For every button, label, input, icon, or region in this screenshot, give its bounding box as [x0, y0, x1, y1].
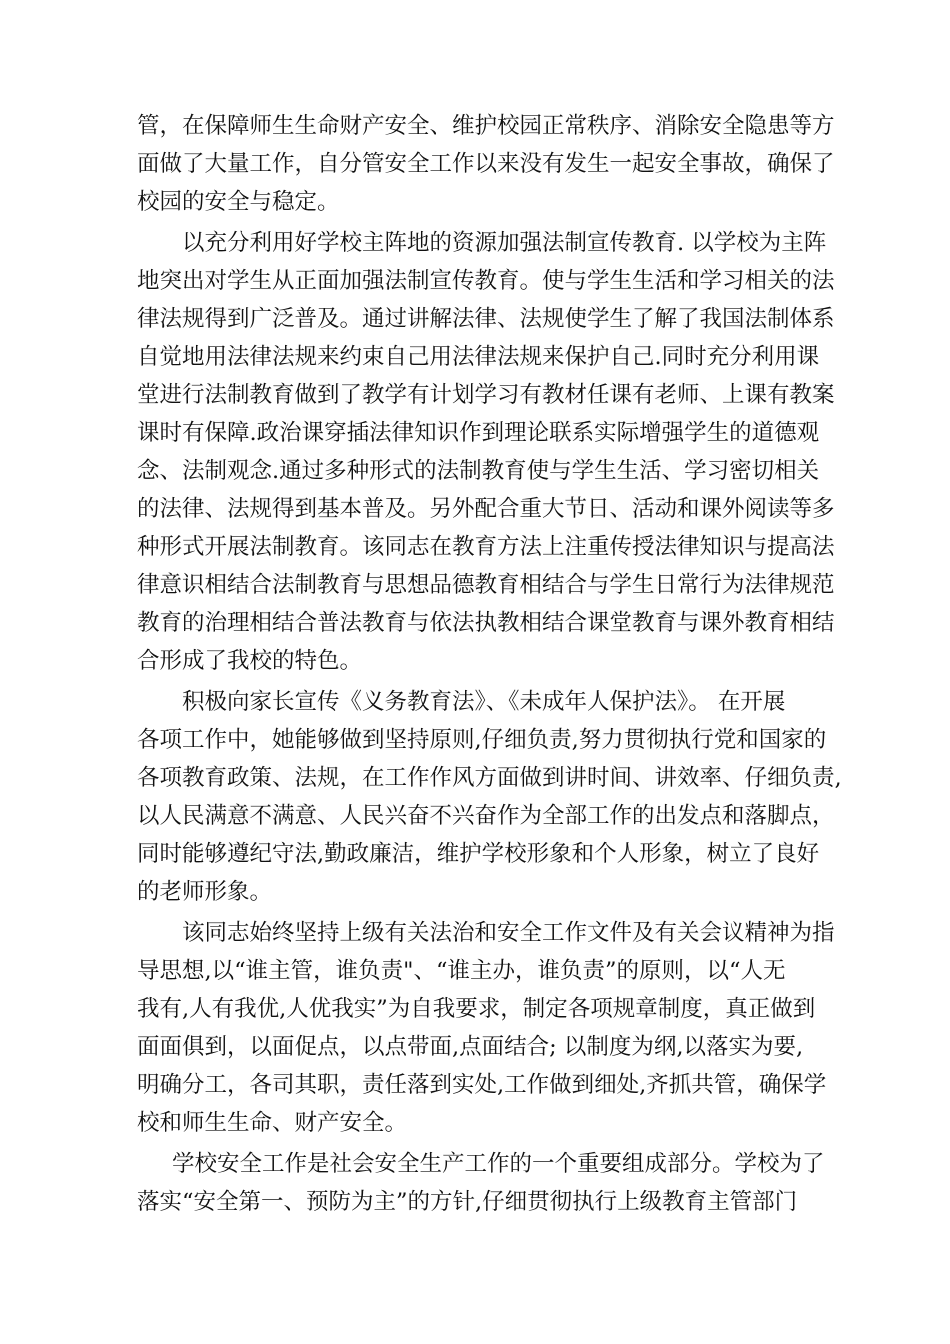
text-line-8: 堂进行法制教育做到了教学有计划学习有教材任课有老师、上课有教案: [137, 382, 835, 408]
text-line-21: 的老师形象。: [137, 879, 273, 905]
text-line-18: 各项教育政策、法规，在工作作风方面做到讲时间、讲效率、仔细负责,: [137, 765, 842, 791]
text-line-26: 明确分工，各司其职，责任落到实处,工作做到细处,齐抓共管，确保学: [137, 1072, 827, 1098]
text-line-11: 的法律、法规得到基本普及。另外配合重大节日、活动和课外阅读等多: [137, 496, 835, 522]
text-line-29: 落实“安全第一、预防为主”的方针,仔细贯彻执行上级教育主管部门: [137, 1189, 798, 1215]
text-line-19: 以人民满意不满意、人民兴奋不兴奋作为全部工作的出发点和落脚点，: [137, 803, 835, 829]
text-line-2: 面做了大量工作，自分管安全工作以来没有发生一起安全事故，确保了: [137, 151, 835, 177]
text-line-27: 校和师生生命、财产安全。: [137, 1110, 408, 1136]
text-line-22: 该同志始终坚持上级有关法治和安全工作文件及有关会议精神为指: [182, 920, 835, 946]
text-line-10: 念、法制观念.通过多种形式的法制教育使与学生生活、学习密切相关: [137, 458, 820, 484]
text-line-24: 我有,人有我优,人优我实”为自我要求，制定各项规章制度，真正做到: [137, 996, 816, 1022]
text-line-17: 各项工作中，她能够做到坚持原则,仔细负责,努力贯彻执行党和国家的: [137, 727, 827, 753]
text-line-7: 自觉地用法律法规来约束自己用法律法规来保护自己.同时充分利用课: [137, 344, 820, 370]
text-line-12: 种形式开展法制教育。该同志在教育方法上注重传授法律知识与提高法: [137, 534, 835, 560]
text-line-3: 校园的安全与稳定。: [137, 189, 340, 215]
text-line-25: 面面俱到，以面促点，以点带面,点面结合; 以制度为纲,以落实为要,: [137, 1034, 804, 1060]
text-line-5: 地突出对学生从正面加强法制宣传教育。使与学生生活和学习相关的法: [137, 268, 835, 294]
text-line-14: 教育的治理相结合普法教育与依法执教相结合课堂教育与课外教育相结: [137, 610, 835, 636]
text-line-28: 学校安全工作是社会安全生产工作的一个重要组成部分。学校为了: [172, 1151, 825, 1177]
text-line-4: 以充分利用好学校主阵地的资源加强法制宣传教育. 以学校为主阵: [182, 230, 827, 256]
text-line-20: 同时能够遵纪守法,勤政廉洁，维护学校形象和个人形象，树立了良好: [137, 841, 820, 867]
text-line-9: 课时有保障.政治课穿插法律知识作到理论联系实际增强学生的道德观: [137, 420, 820, 446]
text-line-1: 管，在保障师生生命财产安全、维护校园正常秩序、消除安全隐患等方: [137, 113, 835, 139]
text-line-15: 合形成了我校的特色。: [137, 648, 363, 674]
text-line-6: 律法规得到广泛普及。通过讲解法律、法规使学生了解了我国法制体系: [137, 306, 835, 332]
text-line-13: 律意识相结合法制教育与思想品德教育相结合与学生日常行为法律规范: [137, 572, 835, 598]
text-line-16: 积极向家长宣传《义务教育法》、《未成年人保护法》。 在开展: [182, 689, 786, 715]
text-line-23: 导思想,以“谁主管，谁负责"、“谁主办，谁负责”的原则，以“人无: [137, 958, 786, 984]
